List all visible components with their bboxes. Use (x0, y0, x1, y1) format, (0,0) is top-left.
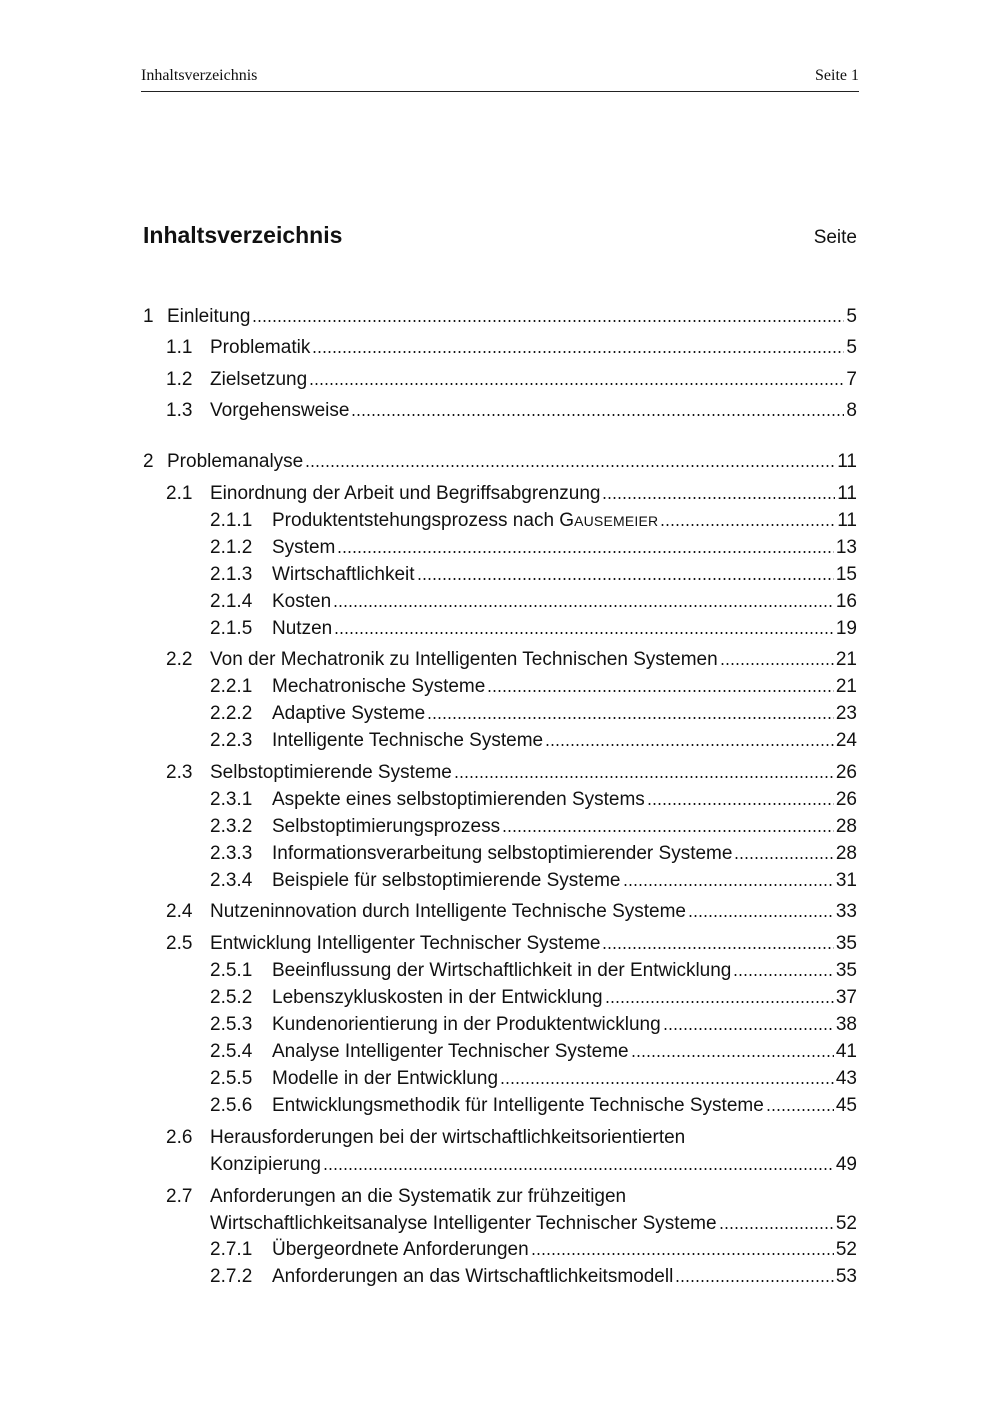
toc-entry[interactable] (166, 336, 857, 360)
toc-entry[interactable] (210, 617, 857, 641)
toc-entry[interactable] (166, 648, 857, 672)
toc-entry[interactable] (210, 1067, 857, 1091)
toc-entry-title: Aspekte eines selbstoptimierenden Systems (272, 789, 645, 810)
toc-entry-number: 2.1.4 (210, 591, 253, 612)
dot-leader (663, 1027, 834, 1031)
toc-entry-number: 2.2 (166, 649, 193, 670)
toc-entry[interactable] (166, 900, 857, 924)
toc-entry-page: 31 (835, 870, 857, 891)
toc-entry-number: 2.3 (166, 762, 193, 783)
toc-entry-title: Beeinflussung der Wirtschaftlichkeit in der Entwicklung (272, 960, 732, 981)
toc-entry-title: Wirtschaftlichkeitsanalyse Intelligenter Technischer Systeme (210, 1213, 717, 1234)
dot-leader (719, 1226, 834, 1230)
dot-leader (252, 319, 844, 323)
toc-entry[interactable] (166, 482, 857, 506)
toc-entry-title: Mechatronische Systeme (272, 676, 486, 697)
toc-entry[interactable] (166, 368, 857, 392)
toc-entry-number: 2.3.2 (210, 816, 253, 837)
toc-entry-page: 35 (835, 960, 857, 981)
toc-entry-title: Intelligente Technische Systeme (272, 730, 544, 751)
toc-entry[interactable] (210, 675, 857, 699)
toc-entry-number: 2.4 (166, 901, 193, 922)
toc-entry-page: 33 (835, 901, 857, 922)
toc-entry-title: Nutzen (272, 618, 333, 639)
toc-entry-number: 2.1.1 (210, 510, 253, 531)
toc-entry-number: 2.3.4 (210, 870, 253, 891)
toc-entry-page: 37 (835, 987, 857, 1008)
toc-entry-title: Analyse Intelligenter Technischer Systeme (272, 1041, 629, 1062)
toc-entry-title: Beispiele für selbstoptimierende Systeme (272, 870, 621, 891)
dot-leader (333, 604, 834, 608)
toc-entry-title: Wirtschaftlichkeit (272, 564, 415, 585)
toc-entry-number: 2.2.2 (210, 703, 253, 724)
toc-entry[interactable] (210, 590, 857, 614)
toc-entry-page: 11 (837, 483, 857, 504)
toc-entry-number: 2.5.2 (210, 987, 253, 1008)
dot-leader (602, 946, 833, 950)
toc-entry-page: 28 (835, 816, 857, 837)
toc-entry[interactable] (166, 761, 857, 785)
toc-entry-number: 2.2.1 (210, 676, 253, 697)
toc-entry-number: 2 (143, 451, 154, 472)
toc-entry-title-line1: Anforderungen an die Systematik zur frühzeitigen (210, 1186, 627, 1207)
toc-entry-number: 2.7 (166, 1186, 193, 1207)
toc-entry[interactable] (210, 959, 857, 983)
toc-entry[interactable] (210, 1238, 857, 1262)
toc-entry-number: 2.3.3 (210, 843, 253, 864)
toc-entry[interactable] (210, 815, 857, 839)
toc-entry-title: Vorgehensweise (210, 400, 350, 421)
toc-entry-page: 15 (835, 564, 857, 585)
toc-entry-title: Selbstoptimierende Systeme (210, 762, 452, 783)
toc-entry-page: 45 (835, 1095, 857, 1116)
toc-page-column-label: Seite (813, 227, 857, 248)
toc-entry-page: 11 (837, 510, 857, 531)
toc-entry[interactable] (210, 1265, 857, 1289)
toc-entry-page: 28 (835, 843, 857, 864)
dot-leader (623, 883, 834, 887)
toc-entry-number: 2.1.2 (210, 537, 253, 558)
toc-entry-page: 21 (835, 649, 857, 670)
dot-leader (454, 775, 834, 779)
toc-entry-number: 2.1.5 (210, 618, 253, 639)
toc-entry-title: Von der Mechatronik zu Intelligenten Technischen Systemen (210, 649, 718, 670)
toc-entry-number: 2.6 (166, 1127, 193, 1148)
dot-leader (309, 382, 844, 386)
dot-leader (500, 1081, 834, 1085)
toc-entry-number: 2.2.3 (210, 730, 253, 751)
toc-entry-title: Lebenszykluskosten in der Entwicklung (272, 987, 603, 1008)
toc-entry-page: 24 (835, 730, 857, 751)
toc-entry-title: Einleitung (167, 306, 251, 327)
dot-leader (502, 829, 834, 833)
toc-entry-title: Modelle in der Entwicklung (272, 1068, 499, 1089)
dot-leader (305, 464, 835, 468)
toc-entry-page: 52 (835, 1213, 857, 1234)
toc-entry-number: 2.5 (166, 933, 193, 954)
toc-entry[interactable] (210, 1040, 857, 1064)
toc-entry[interactable] (210, 536, 857, 560)
toc-entry-title: Nutzeninnovation durch Intelligente Technische Systeme (210, 901, 686, 922)
toc-entry-number: 2.5.6 (210, 1095, 253, 1116)
toc-entry-page: 16 (835, 591, 857, 612)
toc-entry-title: Selbstoptimierungsprozess (272, 816, 501, 837)
toc-entry-title: Übergeordnete Anforderungen (272, 1239, 529, 1260)
toc-entry-title: Einordnung der Arbeit und Begriffsabgrenzung (210, 483, 601, 504)
dot-leader (688, 914, 834, 918)
toc-entry-page: 43 (835, 1068, 857, 1089)
toc-entry-title: Entwicklungsmethodik für Intelligente Technische Systeme (272, 1095, 764, 1116)
toc-entry-title-smallcaps: AUSEMEIER (574, 513, 659, 529)
dot-leader (733, 973, 833, 977)
toc-entry-number: 2.7.2 (210, 1266, 253, 1287)
toc-entry-number: 2.7.1 (210, 1239, 253, 1260)
toc-entry-number: 1.1 (166, 337, 193, 358)
dot-leader (417, 577, 834, 581)
dot-leader (351, 413, 844, 417)
toc-entry-page: 11 (837, 451, 857, 472)
dot-leader (631, 1054, 834, 1058)
toc-entry-number: 2.5.3 (210, 1014, 253, 1035)
dot-leader (323, 1167, 834, 1171)
toc-entry-number: 1.3 (166, 400, 193, 421)
toc-entry[interactable] (210, 509, 857, 533)
toc-entry-title-line1: Herausforderungen bei der wirtschaftlichkeitsorientierten (210, 1127, 686, 1148)
toc-entry[interactable] (210, 788, 857, 812)
toc-entry-page: 7 (846, 369, 857, 390)
toc-entry-title: Kundenorientierung in der Produktentwicklung (272, 1014, 661, 1035)
toc-entry-page: 49 (835, 1154, 857, 1175)
dot-leader (531, 1252, 834, 1256)
toc-entry-number: 2.1 (166, 483, 193, 504)
toc-entry[interactable] (166, 399, 857, 423)
toc-entry[interactable] (143, 305, 857, 329)
dot-leader (337, 550, 834, 554)
toc-entry-title: Problematik (210, 337, 311, 358)
toc-entry-page: 8 (846, 400, 857, 421)
toc-entry[interactable] (210, 563, 857, 587)
toc-entry-page: 5 (846, 337, 857, 358)
toc-entry-number: 2.3.1 (210, 789, 253, 810)
toc-entry[interactable] (143, 450, 857, 474)
toc-entry[interactable] (210, 1094, 857, 1118)
toc-entry-title: Entwicklung Intelligenter Technischer Systeme (210, 933, 601, 954)
toc-entry-number: 1 (143, 306, 154, 327)
toc-entry-number: 2.5.1 (210, 960, 253, 981)
toc-entry-title: Kosten (272, 591, 332, 612)
toc-entry-page: 13 (835, 537, 857, 558)
toc-title: Inhaltsverzeichnis (143, 222, 343, 248)
toc-entry-title: Anforderungen an das Wirtschaftlichkeitsmodell (272, 1266, 674, 1287)
toc-entry-page: 52 (835, 1239, 857, 1260)
toc-entry-number: 2.1.3 (210, 564, 253, 585)
toc-entry-title: Adaptive Systeme (272, 703, 426, 724)
dot-leader (675, 1279, 834, 1283)
dot-leader (487, 689, 834, 693)
dot-leader (427, 716, 834, 720)
toc-entry[interactable] (210, 986, 857, 1010)
dot-leader (334, 631, 834, 635)
toc-entry[interactable] (210, 1153, 857, 1177)
running-header-left: Inhaltsverzeichnis (141, 67, 258, 84)
toc-entry-page: 26 (835, 762, 857, 783)
toc-entry[interactable] (210, 729, 857, 753)
toc-entry-title: System (272, 537, 336, 558)
dot-leader (766, 1108, 834, 1112)
toc-entry[interactable] (210, 869, 857, 893)
toc-entry-number: 2.5.4 (210, 1041, 253, 1062)
toc-entry-number: 2.5.5 (210, 1068, 253, 1089)
dot-leader (734, 856, 833, 860)
toc-entry-page: 19 (835, 618, 857, 639)
toc-entry-title: Informationsverarbeitung selbstoptimierender Systeme (272, 843, 733, 864)
toc-entry-page: 21 (835, 676, 857, 697)
toc-entry[interactable] (210, 702, 857, 726)
dot-leader (602, 496, 835, 500)
toc-entry-page: 38 (835, 1014, 857, 1035)
dot-leader (312, 350, 844, 354)
dot-leader (647, 802, 834, 806)
toc-entry[interactable] (166, 932, 857, 956)
dot-leader (720, 662, 834, 666)
toc-entry-page: 26 (835, 789, 857, 810)
dot-leader (605, 1000, 834, 1004)
toc-entry-page: 35 (835, 933, 857, 954)
dot-leader (545, 743, 834, 747)
toc-entry[interactable] (210, 1212, 857, 1236)
toc-entry-title: Zielsetzung (210, 369, 308, 390)
running-header-right: Seite 1 (815, 67, 859, 84)
toc-entry-title: Konzipierung (210, 1154, 321, 1175)
toc-entry-number: 1.2 (166, 369, 193, 390)
toc-entry-page: 53 (835, 1266, 857, 1287)
toc-entry[interactable] (210, 1013, 857, 1037)
toc-entry-title: Produktentstehungsprozess nach GAUSEMEIER (272, 510, 659, 531)
toc-entry-page: 5 (846, 306, 857, 327)
toc-entry-page: 23 (835, 703, 857, 724)
dot-leader (660, 523, 835, 527)
toc-entry[interactable] (210, 842, 857, 866)
toc-entry-page: 41 (835, 1041, 857, 1062)
toc-entry-title: Problemanalyse (167, 451, 304, 472)
